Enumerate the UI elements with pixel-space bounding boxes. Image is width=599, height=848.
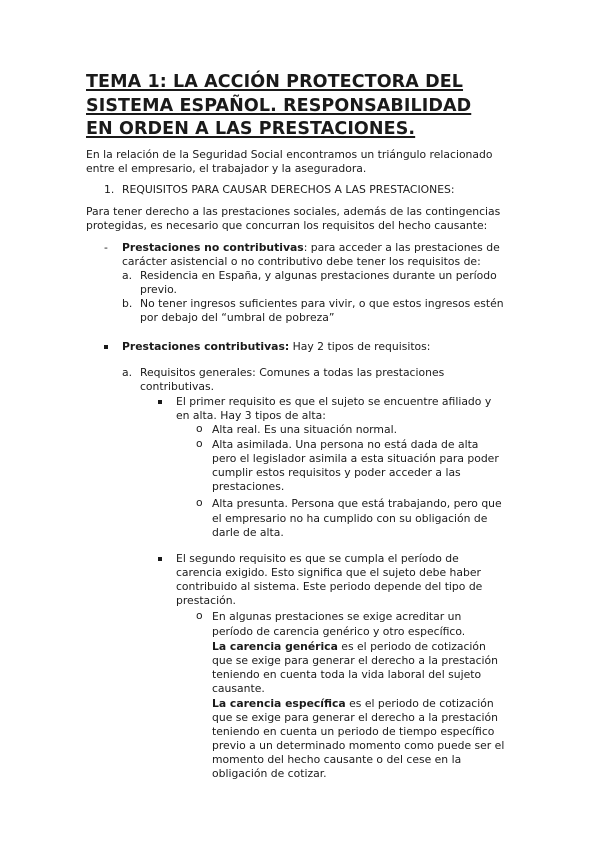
title-line: TEMA 1: LA ACCIÓN PROTECTORA DEL (86, 72, 464, 92)
alta-line: Alta real. Es una situación normal. (212, 423, 398, 436)
square-bullet (104, 345, 108, 349)
alta-line: Alta asimilada. Una persona no está dada de alta (212, 438, 479, 451)
carencia-line: teniendo en cuenta un periodo de tiempo específico (212, 725, 495, 738)
contrib-text: Hay 2 tipos de requisitos: (289, 340, 431, 353)
list-marker: b. (122, 297, 133, 310)
intro-line: En la relación de la Seguridad Social encontramos un triángulo relacionado (86, 148, 493, 161)
title-line: EN ORDEN A LAS PRESTACIONES. (86, 119, 416, 139)
carencia-line: En algunas prestaciones se exige acreditar un (212, 610, 462, 623)
alta-line: cumplir estos requisitos y poder acceder a las (212, 466, 461, 479)
list-item-line: Requisitos generales: Comunes a todas las prestaciones (140, 366, 445, 379)
carencia-line: causante. (212, 682, 265, 695)
requirement-line: contribuido al sistema. Este periodo depende del tipo de (176, 580, 483, 593)
contrib-heading: Prestaciones contributivas: (122, 340, 290, 353)
no-contrib-line: carácter asistencial o no contributivo debe tener los requisitos de: (122, 255, 481, 268)
no-contrib-heading: Prestaciones no contributivas (122, 241, 304, 254)
requirement-line: El segundo requisito es que se cumpla el período de (176, 552, 459, 565)
alta-line: pero el legislador asimila a esta situación para poder (212, 452, 499, 465)
circle-bullet: o (196, 609, 203, 622)
carencia-especifica-line (212, 697, 494, 711)
carencia-line: que se exige para generar el derecho a la prestación (212, 654, 498, 667)
carencia-line: que se exige para generar el derecho a la prestación (212, 711, 498, 724)
carencia-generica-text: es el periodo de cotización (337, 640, 486, 653)
list-item-line: Residencia en España, y algunas prestaciones durante un período (140, 269, 497, 282)
carencia-generica-term: La carencia genérica (212, 640, 338, 653)
no-contrib-text: : para acceder a las prestaciones de (303, 241, 500, 254)
list-marker: a. (122, 269, 133, 282)
document-title (86, 71, 526, 142)
requirement-line: carencia exigido. Esto significa que el sujeto debe haber (176, 566, 481, 579)
carencia-especifica-term: La carencia específica (212, 697, 346, 710)
title-line: SISTEMA ESPAÑOL. RESPONSABILIDAD (86, 95, 472, 116)
alta-line: prestaciones. (212, 480, 285, 493)
requirement-line: prestación. (176, 594, 236, 607)
square-bullet (158, 557, 162, 561)
carencia-line: momento del hecho causante o del cese en la (212, 753, 462, 766)
circle-bullet: o (196, 422, 203, 435)
dash-bullet: - (104, 241, 108, 254)
alta-line: darle de alta. (212, 526, 284, 539)
contrib-line (122, 340, 430, 354)
intro-line: entre el empresario, el trabajador y la aseguradora. (86, 162, 367, 175)
section-heading: REQUISITOS PARA CAUSAR DERECHOS A LAS PRESTACIONES: (122, 183, 455, 196)
list-marker: a. (122, 366, 133, 379)
carencia-line: previo a un determinado momento como puede ser el (212, 739, 505, 752)
paragraph-line: Para tener derecho a las prestaciones sociales, además de las contingencias (86, 205, 501, 218)
carencia-line: teniendo en cuenta toda la vida laboral del sujeto (212, 668, 482, 681)
requirement-line: El primer requisito es que el sujeto se encuentre afiliado y (176, 395, 492, 408)
list-item-line: No tener ingresos suficientes para vivir, o que estos ingresos estén (140, 297, 504, 310)
list-item-line: previo. (140, 283, 177, 296)
list-item-line: contributivas. (140, 380, 215, 393)
alta-line: Alta presunta. Persona que está trabajando, pero que (212, 497, 502, 510)
carencia-especifica-text: es el periodo de cotización (345, 697, 494, 710)
requirement-line: en alta. Hay 3 tipos de alta: (176, 409, 326, 422)
alta-line: el empresario no ha cumplido con su obligación de (212, 512, 488, 525)
no-contrib-line (122, 241, 500, 255)
carencia-generica-line (212, 640, 486, 654)
list-item-line: por debajo del “umbral de pobreza” (140, 311, 335, 324)
square-bullet (158, 400, 162, 404)
carencia-line: período de carencia genérico y otro específico. (212, 625, 466, 638)
paragraph-line: protegidas, es necesario que concurran los requisitos del hecho causante: (86, 219, 488, 232)
circle-bullet: o (196, 437, 203, 450)
section-number: 1. (104, 183, 115, 196)
circle-bullet: o (196, 496, 203, 509)
carencia-line: obligación de cotizar. (212, 767, 327, 780)
